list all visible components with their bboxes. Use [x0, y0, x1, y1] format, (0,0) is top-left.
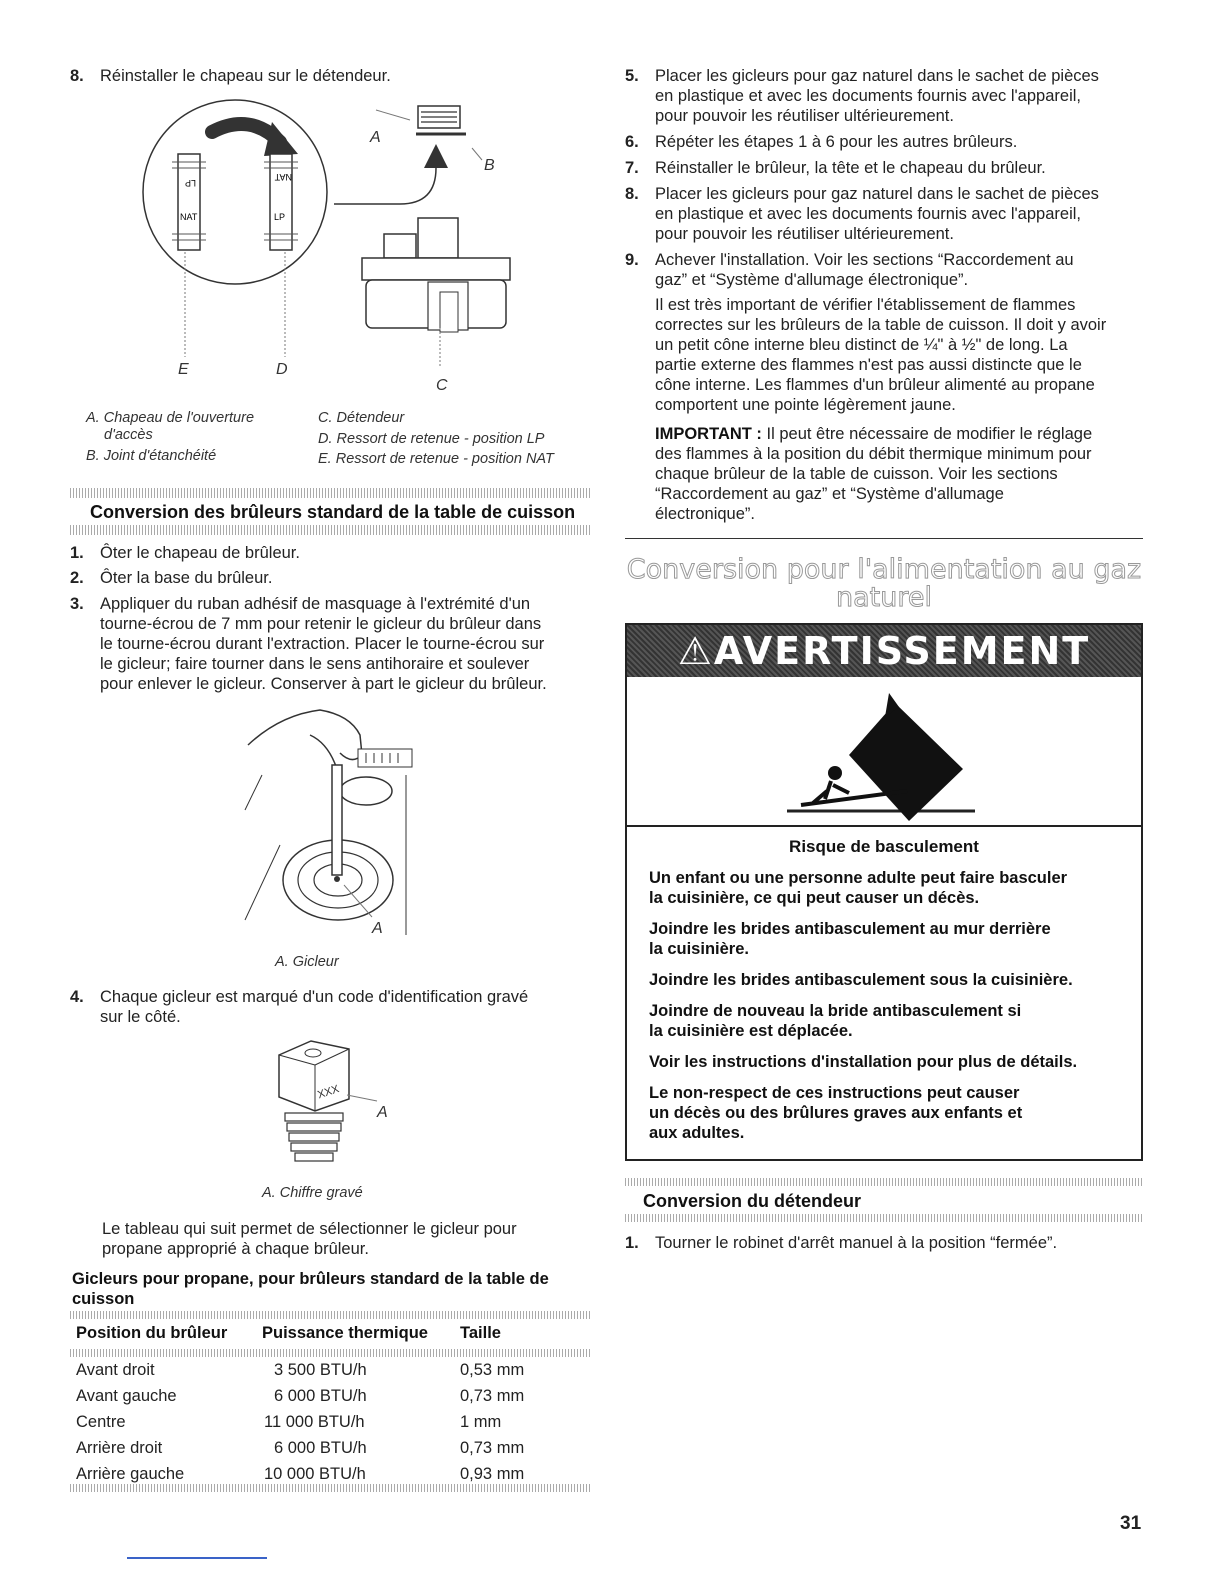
para-line: Il est très important de vérifier l'établissement de flammes — [655, 296, 1076, 314]
table-title-line: cuisson — [72, 1290, 135, 1308]
intro-line: Le tableau qui suit permet de sélectionner le gicleur pour — [102, 1220, 517, 1238]
step-line: Achever l'installation. Voir les sections “Raccordement au — [655, 251, 1074, 269]
warning-line: un décès ou des brûlures graves aux enfants et — [649, 1104, 1023, 1122]
step-2 — [70, 568, 590, 588]
important-line: des flammes à la position du débit thermique minimum pour — [655, 445, 1092, 463]
step-number: 7. — [625, 159, 639, 177]
caption-chiffre: A. Chiffre gravé — [262, 1185, 363, 1201]
table-intro — [102, 1219, 592, 1259]
letter-d: D — [276, 361, 288, 378]
warning-line: Joindre de nouveau la bride antibasculement si — [649, 1002, 1022, 1020]
warning-line: aux adultes. — [649, 1124, 745, 1142]
caption-b: B. Joint d'étanchéité — [86, 448, 217, 464]
cell-size: 1 mm — [460, 1413, 502, 1431]
step-line: tourne-écrou de 7 mm pour retenir le gicleur du brûleur dans — [100, 615, 542, 633]
orifice-figure — [265, 1035, 405, 1175]
cell-position: Centre — [76, 1413, 126, 1431]
caption-d: D. Ressort de retenue - position LP — [318, 431, 545, 447]
step-number: 2. — [70, 569, 84, 587]
step-line: Répéter les étapes 1 à 6 pour les autres brûleurs. — [655, 133, 1018, 151]
step-8 — [70, 66, 590, 86]
warning-line: Voir les instructions d'installation pour plus de détails. — [649, 1053, 1078, 1071]
cell-power: 11 000 BTU/h — [264, 1413, 365, 1431]
warning-paragraph — [649, 970, 1141, 990]
step-number: 9. — [625, 251, 639, 269]
step-line: en plastique et avec les documents fournis avec l'appareil, — [655, 205, 1081, 223]
step-line: en plastique et avec les documents fournis avec l'appareil, — [655, 87, 1081, 105]
warning-line: Le non-respect de ces instructions peut causer — [649, 1084, 1020, 1102]
intro-line: propane approprié à chaque brûleur. — [102, 1240, 369, 1258]
step-6 — [625, 132, 1145, 152]
label-nat: NAT — [180, 212, 198, 222]
warning-paragraph — [649, 1001, 1141, 1041]
step-number: 8. — [625, 185, 639, 203]
warning-line: Joindre les brides antibasculement sous la cuisinière. — [649, 971, 1073, 989]
divider-dots — [70, 488, 592, 498]
warning-header — [627, 625, 1141, 677]
footer-link-underline[interactable] — [127, 1557, 267, 1559]
step-4 — [70, 987, 590, 1027]
cell-power: 10 000 BTU/h — [264, 1465, 366, 1483]
warning-paragraph — [649, 1083, 1141, 1143]
nut-driver-figure — [240, 705, 420, 945]
label-lp-inverted: LP — [184, 178, 196, 188]
big-title-line: naturel — [836, 582, 932, 613]
letter-c: C — [436, 377, 448, 394]
warning-line: la cuisinière. — [649, 940, 749, 958]
step-1 — [70, 543, 590, 563]
step-number: 4. — [70, 988, 84, 1006]
caption-a-line2: d'accès — [104, 427, 153, 443]
step-text: Ôter la base du brûleur. — [100, 569, 273, 587]
table-title — [72, 1269, 592, 1309]
warning-paragraph — [649, 868, 1141, 908]
step-line: sur le côté. — [100, 1008, 181, 1026]
caption-e: E. Ressort de retenue - position NAT — [318, 451, 554, 467]
warning-paragraph — [649, 1052, 1141, 1072]
step-line: le tourne-écrou durant l'extraction. Placer le tourne-écrou sur — [100, 635, 545, 653]
divider-dots — [70, 1484, 592, 1492]
step-line: Appliquer du ruban adhésif de masquage à l'extrémité d'un — [100, 595, 531, 613]
big-section-title — [625, 556, 1143, 612]
cell-size: 0,53 mm — [460, 1361, 525, 1379]
step-line: pour pouvoir les réutiliser ultérieurement. — [655, 225, 954, 243]
warning-text — [627, 827, 1141, 1143]
warning-triangle-icon: ⚠ — [677, 629, 714, 673]
child-head — [828, 766, 842, 780]
caption-a-line1: A. Chapeau de l'ouverture — [86, 410, 255, 426]
step-text: Tourner le robinet d'arrêt manuel à la position “fermée”. — [655, 1234, 1058, 1252]
caption-gicleur: A. Gicleur — [275, 954, 339, 970]
orifice — [334, 876, 340, 882]
table-row — [70, 1383, 592, 1409]
table-header-row — [70, 1318, 592, 1349]
regulator-body — [362, 258, 510, 280]
step-text: Réinstaller le chapeau sur le détendeur. — [100, 67, 391, 85]
cell-size: 0,73 mm — [460, 1439, 525, 1457]
step-number: 1. — [70, 544, 84, 562]
divider-line — [625, 538, 1143, 539]
cell-position: Avant droit — [76, 1361, 155, 1379]
para-line: partie externe des flammes n'est pas aussi distincte que le — [655, 356, 1082, 374]
step-number: 6. — [625, 133, 639, 151]
cell-power: 6 000 BTU/h — [274, 1439, 367, 1457]
important-note — [655, 424, 1145, 524]
table-row — [70, 1357, 592, 1383]
warning-box — [625, 623, 1143, 1161]
step-number: 1. — [625, 1234, 639, 1252]
hand — [248, 710, 362, 760]
important-line: “Raccordement au gaz” et “Système d'allumage — [655, 485, 1004, 503]
big-title-line: Conversion pour l'alimentation au gaz — [626, 554, 1142, 585]
step-line: Placer les gicleurs pour gaz naturel dans le sachet de pièces — [655, 67, 1099, 85]
step-number: 5. — [625, 67, 639, 85]
step-5 — [625, 66, 1145, 126]
table-row — [70, 1435, 592, 1461]
step-line: Réinstaller le brûleur, la tête et le chapeau du brûleur. — [655, 159, 1046, 177]
up-arrow — [424, 144, 448, 168]
step-line: pour pouvoir les réutiliser ultérieurement. — [655, 107, 954, 125]
cell-size: 0,73 mm — [460, 1387, 525, 1405]
step-8-right — [625, 184, 1145, 244]
warning-header-text: AVERTISSEMENT — [713, 629, 1091, 673]
col-power: Puissance thermique — [262, 1324, 428, 1342]
cell-power: 3 500 BTU/h — [274, 1361, 367, 1379]
important-label: IMPORTANT : — [655, 425, 762, 443]
step-text: Ôter le chapeau de brûleur. — [100, 544, 300, 562]
tip-over-icon — [627, 677, 1141, 827]
letter-e: E — [178, 361, 189, 378]
cell-size: 0,93 mm — [460, 1465, 525, 1483]
jets-table — [70, 1318, 592, 1487]
label-lp: LP — [274, 212, 286, 222]
engraved-code: XXX — [316, 1083, 341, 1102]
label-nat-inverted: NAT — [274, 172, 292, 182]
letter-a: A — [377, 1104, 388, 1121]
step-1-regulator — [625, 1233, 1145, 1253]
para-line: un petit cône interne bleu distinct de ¼" à ½" de long. La — [655, 336, 1068, 354]
step-3 — [70, 594, 590, 694]
important-line: chaque brûleur de la table de cuisson. Voir les sections — [655, 465, 1058, 483]
caption-c: C. Détendeur — [318, 410, 405, 426]
cell-position: Avant gauche — [76, 1387, 177, 1405]
tip-over-illustration — [627, 677, 1141, 827]
divider-dots — [70, 525, 592, 535]
warning-line: Joindre les brides antibasculement au mur derrière — [649, 920, 1051, 938]
important-line: électronique”. — [655, 505, 755, 523]
propane-jets-table — [70, 1318, 592, 1487]
table-title-line: Gicleurs pour propane, pour brûleurs standard de la table de — [72, 1270, 549, 1288]
col-position: Position du brûleur — [76, 1324, 228, 1342]
letter-a: A — [370, 129, 381, 146]
step-line: Chaque gicleur est marqué d'un code d'identification gravé — [100, 988, 529, 1006]
step-line: pour enlever le gicleur. Conserver à part le gicleur du brûleur. — [100, 675, 547, 693]
para-line: comportent une pointe légèrement jaune. — [655, 396, 956, 414]
cell-power: 6 000 BTU/h — [274, 1387, 367, 1405]
page-number: 31 — [1120, 1513, 1142, 1534]
step-7 — [625, 158, 1145, 178]
para-line: cône interne. Les flammes d'un brûleur alimenté au propane — [655, 376, 1095, 394]
step-9 — [625, 250, 1145, 290]
divider-dots — [625, 1214, 1143, 1222]
step-line: le gicleur; faire tourner dans le sens antihoraire et soulever — [100, 655, 530, 673]
risk-title: Risque de basculement — [789, 837, 979, 856]
step-line: Placer les gicleurs pour gaz naturel dans le sachet de pièces — [655, 185, 1099, 203]
regulator-figure — [140, 92, 540, 402]
flame-paragraph — [655, 295, 1145, 415]
section-title-burner-conversion: Conversion des brûleurs standard de la table de cuisson — [90, 502, 576, 522]
warning-line: Un enfant ou une personne adulte peut faire basculer — [649, 869, 1068, 887]
warning-line: la cuisinière est déplacée. — [649, 1022, 853, 1040]
warning-line: la cuisinière, ce qui peut causer un décès. — [649, 889, 980, 907]
step-line: gaz” et “Système d'allumage électronique”. — [655, 271, 969, 289]
divider-dots — [625, 1178, 1143, 1186]
col-size: Taille — [460, 1324, 501, 1342]
important-line: Il peut être nécessaire de modifier le réglage — [761, 425, 1093, 443]
step-number: 3. — [70, 595, 84, 613]
para-line: correctes sur les brûleurs de la table de cuisson. Il doit y avoir — [655, 316, 1107, 334]
regulator-top — [418, 218, 458, 258]
section-title-regulator-conversion: Conversion du détendeur — [643, 1191, 862, 1211]
step-number: 8. — [70, 67, 84, 85]
range-shape — [849, 703, 963, 821]
letter-a: A — [372, 920, 383, 937]
nut-driver — [332, 765, 342, 875]
table-row — [70, 1409, 592, 1435]
letter-b: B — [484, 157, 495, 174]
cell-position: Arrière droit — [76, 1439, 163, 1457]
warning-paragraph — [649, 919, 1141, 959]
cell-position: Arrière gauche — [76, 1465, 185, 1483]
